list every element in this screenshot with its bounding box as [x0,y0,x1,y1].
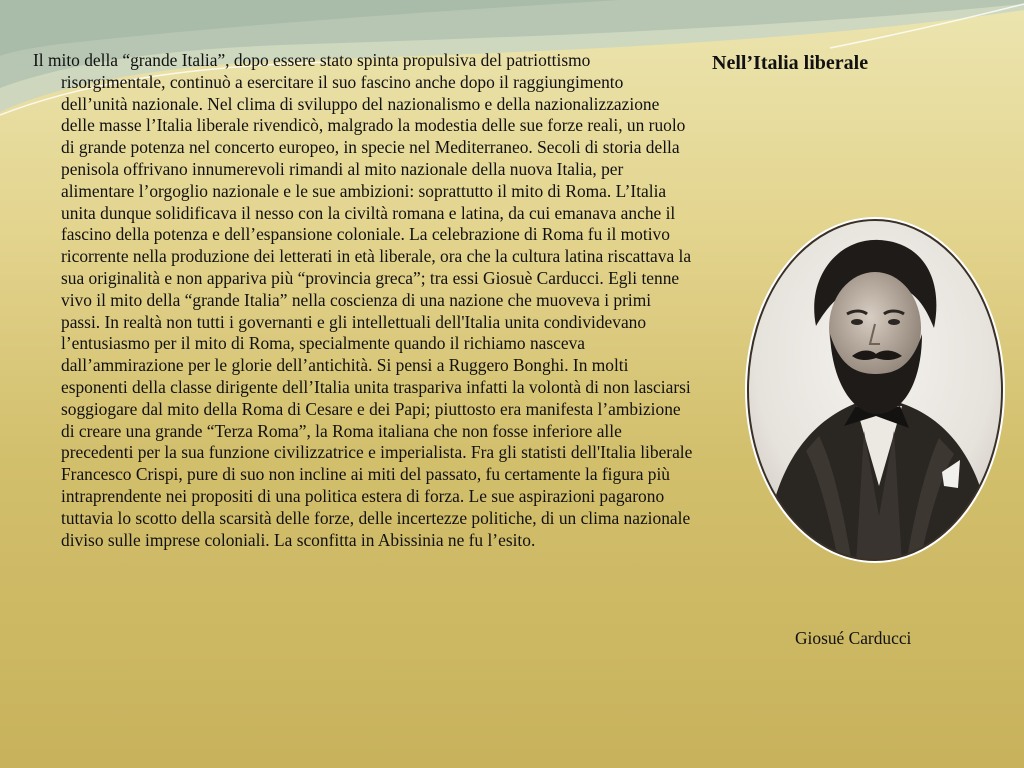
carducci-portrait-photo [744,216,1006,564]
body-text: Il mito della “grande Italia”, dopo essere stato spinta propulsiva del patriottismo risorgimentale, continuò a esercitare il suo fascino anche dopo il raggiungimento dell’unità nazionale. Nel clima di sviluppo del nazionalismo e della nazionalizzazione delle masse l’Italia liberale rivendicò, malgrado la modestia delle sue forze reali, un ruolo di grande potenza nel concerto europeo, in specie nel Mediterraneo. Secoli di storia della penisola offrivano innumerevoli rimandi al mito nazionale della nuova Italia, per alimentare l’orgoglio nazionale e le sue ambizioni: soprattutto il mito di Roma. L’Italia unita dunque solidificava il nesso con la civiltà romana e latina, da cui emanava anche il fascino della potenza e dell’espansione coloniale. La celebrazione di Roma fu il motivo ricorrente nella produzione dei letterati in età liberale, ora che la cultura latina riscattava la sua originalità e non appariva più “provincia greca”; tra essi Giosuè Carducci. Egli tenne vivo il mito della “grande Italia” nella coscienza di una nazione che muoveva i primi passi. In realtà non tutti i governanti e gli intellettuali dell'Italia unita condividevano l’entusiasmo per il mito di Roma, specialmente quando il richiamo nasceva dall’ammirazione per le glorie dell’antichità. Si pensi a Ruggero Bonghi. In molti esponenti della classe dirigente dell’Italia unita traspariva infatti la volontà di non lasciarsi soggiogare dal mito della Roma di Cesare e dei Papi; piuttosto era manifesta l’ambizione di creare una grande “Terza Roma”, la Roma italiana che non fosse inferiore alle precedenti per la sua funzione civilizzatrice e imperialista. Fra gli statisti dell'Italia liberale Francesco Crispi, pure di suo non incline ai miti del passato, fu certamente la figura più intraprendente nei propositi di una politica estera di forza. Le sue aspirazioni pagarono tuttavia lo scotto della scarsità delle forze, delle incertezze politiche, di un clima nazionale diviso sulle imprese coloniali. La sconfitta in Abissinia ne fu l’esito. [33,50,693,550]
portrait-caption: Giosué Carducci [795,628,912,648]
slide-title: Nell’Italia liberale [712,52,869,74]
